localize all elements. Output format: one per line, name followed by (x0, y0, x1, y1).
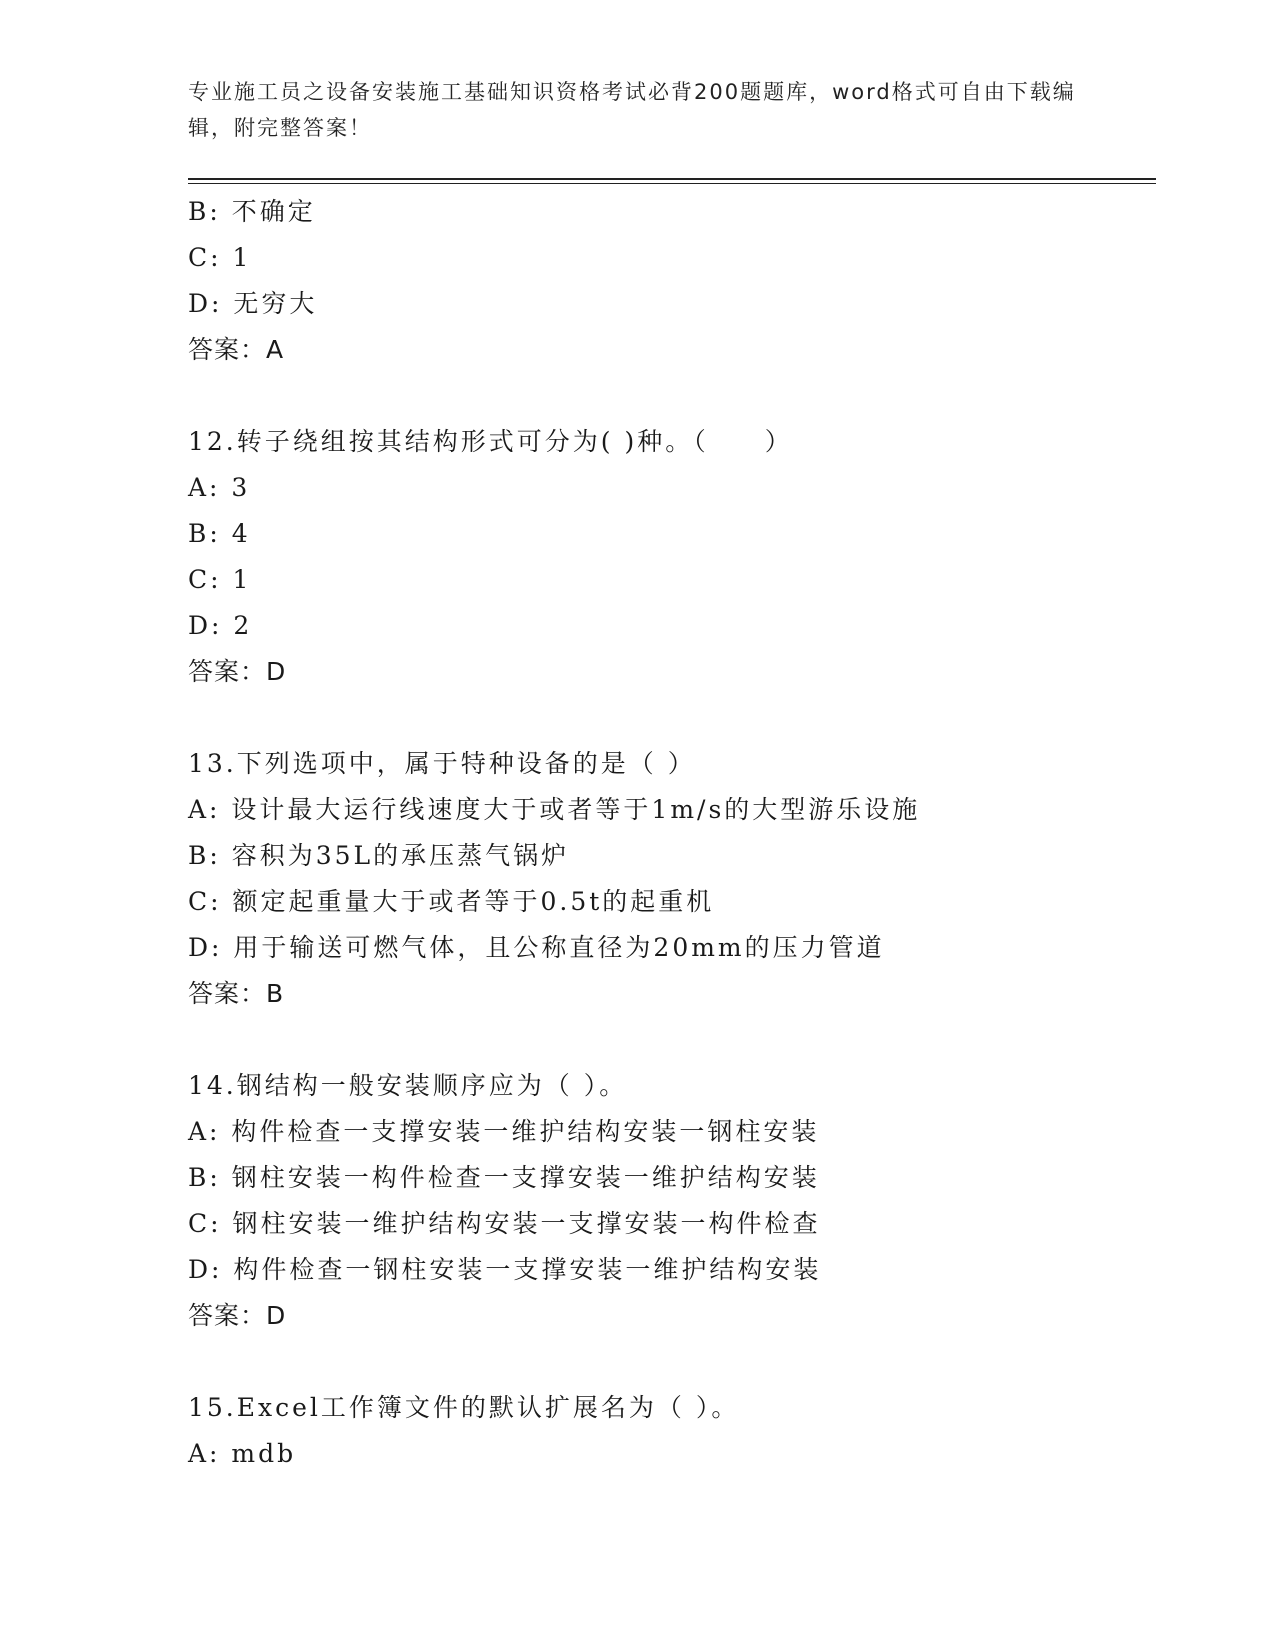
question-block (188, 1385, 1156, 1477)
question-list (188, 189, 1156, 1477)
option-text: A: 3 (188, 473, 251, 502)
question-text: 15.Excel工作簿文件的默认扩展名为（ ）。 (188, 1393, 740, 1422)
question-block (188, 189, 1156, 373)
option-text: D: 无穷大 (188, 289, 318, 318)
answer-text: 答案：A (188, 335, 285, 364)
spacer (188, 1339, 1156, 1385)
option-text: D: 2 (188, 611, 253, 640)
question-block (188, 419, 1156, 695)
option-text: B: 4 (188, 519, 251, 548)
question-text: 12.转子绕组按其结构形式可分为( )种。（ ） (188, 427, 793, 456)
option-text: C: 额定起重量大于或者等于0.5t的起重机 (188, 887, 715, 916)
option-text: B: 钢柱安装一构件检查一支撑安装一维护结构安装 (188, 1163, 820, 1192)
question-block (188, 1063, 1156, 1339)
question-text: 14.钢结构一般安装顺序应为（ ）。 (188, 1071, 628, 1100)
option-text: C: 1 (188, 243, 252, 272)
header-divider-thin (188, 183, 1156, 184)
option-text: C: 钢柱安装一维护结构安装一支撑安装一构件检查 (188, 1209, 821, 1238)
answer-text: 答案：D (188, 1301, 287, 1330)
option-text: A: 构件检查一支撑安装一维护结构安装一钢柱安装 (188, 1117, 820, 1146)
spacer (188, 1017, 1156, 1063)
spacer (188, 695, 1156, 741)
answer-text: 答案：B (188, 979, 285, 1008)
option-text: B: 不确定 (188, 197, 316, 226)
header-divider-thick (188, 178, 1156, 180)
option-text: C: 1 (188, 565, 252, 594)
option-text: A: 设计最大运行线速度大于或者等于1m/s的大型游乐设施 (188, 795, 921, 824)
option-text: A: mdb (188, 1439, 297, 1468)
spacer (188, 373, 1156, 419)
answer-text: 答案：D (188, 657, 287, 686)
option-text: D: 用于输送可燃气体，且公称直径为20mm的压力管道 (188, 933, 885, 962)
option-text: D: 构件检查一钢柱安装一支撑安装一维护结构安装 (188, 1255, 822, 1284)
question-text: 13.下列选项中，属于特种设备的是（ ） (188, 749, 696, 778)
document-header: 专业施工员之设备安装施工基础知识资格考试必背200题题库，word格式可自由下载编辑，附完整答案！ (188, 80, 1076, 140)
option-text: B: 容积为35L的承压蒸气锅炉 (188, 841, 570, 870)
question-block (188, 741, 1156, 1017)
